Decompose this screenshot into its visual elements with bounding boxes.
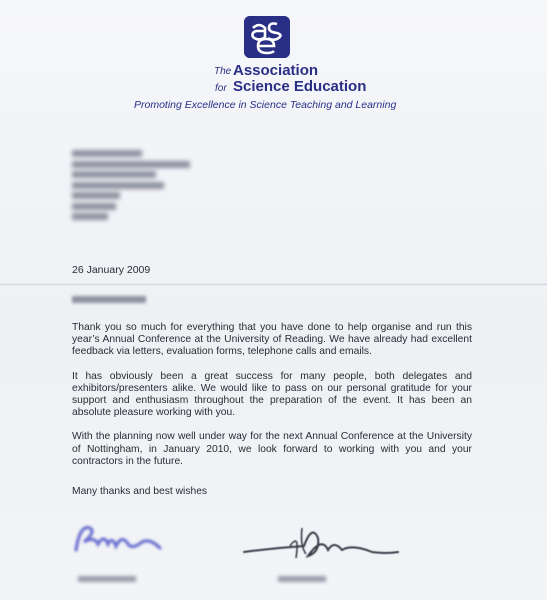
signatory-2-name-redacted xyxy=(278,576,326,582)
signature-2 xyxy=(240,516,410,566)
salutation-redacted xyxy=(72,296,146,303)
recipient-address-redacted xyxy=(72,150,190,220)
letter-body xyxy=(72,322,472,480)
body-paragraph-2: It has obviously been a great success for many people, both delegates and exhibitors/presenters alike. We would like to pass on our personal gratitude for your support and enthusiasm throughout the preparation of the event. It has been an absolute pleasure working with you. xyxy=(72,370,472,419)
body-paragraph-3: With the planning now well under way for the next Annual Conference at the University of Nottingham, in January 2010, we look forward to working with you and your contractors in the future. xyxy=(72,431,472,467)
letter-date: 26 January 2009 xyxy=(72,264,151,276)
org-line-2: Science Education xyxy=(233,78,367,95)
body-paragraph-1: Thank you so much for everything that you have done to help organise and run this year’s Annual Conference at the University of Reading. We have already had excellent feedback via letters, evaluation forms, telephone calls and emails. xyxy=(72,322,472,358)
signatory-1-name-redacted xyxy=(78,576,136,582)
org-for: for xyxy=(215,83,227,94)
signoff: Many thanks and best wishes xyxy=(72,486,208,497)
org-the: The xyxy=(214,66,232,77)
tagline: Promoting Excellence in Science Teaching and Learning xyxy=(134,99,397,111)
org-line-1: Association xyxy=(233,62,319,79)
signature-1 xyxy=(64,508,184,564)
ase-logo-icon xyxy=(244,16,290,58)
paper-fold xyxy=(0,283,547,286)
